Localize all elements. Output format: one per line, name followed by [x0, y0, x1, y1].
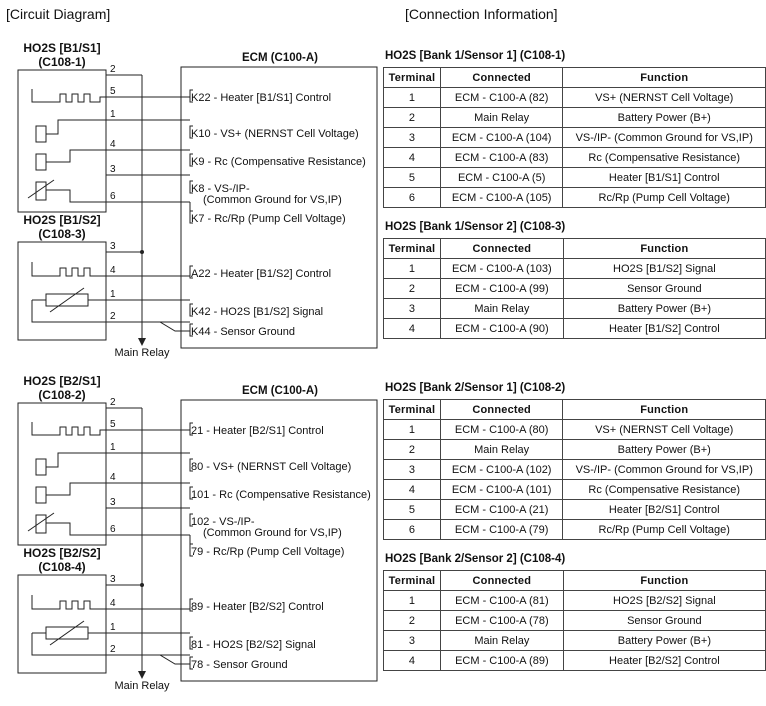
table-cell: 3: [384, 631, 441, 651]
main-relay-label: Main Relay: [114, 347, 170, 359]
circuit-diagram-header: [Circuit Diagram]: [6, 6, 111, 22]
connection-table-b2s1: [383, 399, 766, 540]
pin-number: 4: [110, 598, 116, 609]
table-cell: Heater [B1/S1] Control: [563, 168, 766, 188]
table-cell: Main Relay: [440, 299, 563, 319]
connection-table-b2s2: [383, 570, 766, 671]
ecm-terminal-label: 21 - Heater [B2/S1] Control: [191, 425, 324, 437]
variable-slash-icon: [28, 180, 54, 198]
table-cell: Battery Power (B+): [563, 299, 765, 319]
ecm-terminal-label: K44 - Sensor Ground: [191, 326, 295, 338]
table-header-row: [384, 571, 766, 591]
nernst-cell-icon: [36, 459, 46, 475]
table-cell: ECM - C100-A (5): [440, 168, 563, 188]
table-cell: Heater [B1/S2] Control: [563, 319, 765, 339]
sensor1-connector: (C108-1): [38, 55, 86, 69]
table-cell: VS+ (NERNST Cell Voltage): [563, 420, 766, 440]
main-relay-arrow-icon: [138, 671, 146, 679]
table-cell: ECM - C100-A (102): [440, 460, 563, 480]
pin-number: 5: [110, 86, 116, 97]
junction-dot: [140, 583, 144, 587]
rc-resistor-icon: [36, 487, 46, 503]
table-cell: Main Relay: [440, 631, 563, 651]
sensor2-connector-box: [18, 242, 106, 340]
table-cell: Sensor Ground: [563, 611, 765, 631]
table-cell: ECM - C100-A (90): [440, 319, 563, 339]
table-cell: 4: [384, 651, 441, 671]
nernst-cell-icon: [36, 126, 46, 142]
pin-number: 1: [110, 442, 116, 453]
pin-number: 3: [110, 574, 116, 585]
pin-number: 6: [110, 524, 116, 535]
table-cell: Heater [B2/S1] Control: [563, 500, 766, 520]
column-header: Terminal: [384, 400, 441, 420]
column-header: Function: [563, 239, 765, 259]
ecm-terminal-label: K9 - Rc (Compensative Resistance): [191, 156, 366, 168]
column-header: Terminal: [384, 571, 441, 591]
table-cell: ECM - C100-A (99): [440, 279, 563, 299]
variable-slash-icon: [50, 288, 84, 312]
table-cell: ECM - C100-A (83): [440, 148, 563, 168]
ecm-terminal-label: 80 - VS+ (NERNST Cell Voltage): [191, 461, 352, 473]
table-cell: ECM - C100-A (21): [440, 500, 563, 520]
ecm-terminal-label: 78 - Sensor Ground: [191, 659, 288, 671]
table-row: [384, 440, 766, 460]
ecm-terminal-label: K8 - VS-/IP-: [191, 183, 250, 195]
table-cell: ECM - C100-A (80): [440, 420, 563, 440]
table-cell: ECM - C100-A (103): [440, 259, 563, 279]
table-cell: Battery Power (B+): [563, 108, 766, 128]
column-header: Terminal: [384, 239, 441, 259]
table-row: [384, 611, 766, 631]
pin-number: 2: [110, 64, 116, 75]
connection-information-header: [Connection Information]: [405, 6, 558, 22]
pin-number: 4: [110, 139, 116, 150]
table-row: [384, 88, 766, 108]
table-row: [384, 128, 766, 148]
ecm-terminal-label-cont: (Common Ground for VS,IP): [203, 527, 342, 539]
table-cell: VS+ (NERNST Cell Voltage): [563, 88, 766, 108]
wire-sensor-ground: [106, 322, 190, 331]
table-title-b1s1: HO2S [Bank 1/Sensor 1] (C108-1): [385, 50, 566, 62]
table-cell: Battery Power (B+): [563, 631, 765, 651]
table-cell: 1: [384, 88, 441, 108]
table-row: [384, 299, 766, 319]
table-title-b2s1: HO2S [Bank 2/Sensor 1] (C108-2): [385, 382, 566, 394]
diagram-group-1: [18, 41, 377, 359]
connection-table-b1s1: [383, 67, 766, 208]
wire-cell-link: [46, 150, 106, 162]
table-cell: 4: [384, 148, 441, 168]
table-cell: Heater [B2/S2] Control: [563, 651, 765, 671]
sensor1-connector-box: [18, 403, 106, 545]
table-cell: 1: [384, 420, 441, 440]
table-cell: 6: [384, 520, 441, 540]
table-cell: VS-/IP- (Common Ground for VS,IP): [563, 460, 766, 480]
wire-cell-link: [32, 300, 106, 322]
heater-element-icon: [32, 595, 106, 609]
table-row: [384, 651, 766, 671]
table-cell: 1: [384, 591, 441, 611]
ecm-terminal-label: K10 - VS+ (NERNST Cell Voltage): [191, 128, 359, 140]
table-cell: 2: [384, 108, 441, 128]
table-cell: Rc/Rp (Pump Cell Voltage): [563, 520, 766, 540]
heater-element-icon: [32, 89, 106, 102]
main-relay-arrow-icon: [138, 338, 146, 346]
table-cell: 2: [384, 440, 441, 460]
wire-cell-link: [46, 120, 106, 134]
pin-number: 2: [110, 644, 116, 655]
wire-cell-link: [46, 190, 106, 202]
table-cell: Rc (Compensative Resistance): [563, 480, 766, 500]
column-header: Function: [563, 68, 766, 88]
diagram-group-2: [18, 374, 377, 692]
table-row: [384, 631, 766, 651]
sensor2-connector: (C108-3): [38, 227, 86, 241]
column-header: Connected: [440, 239, 563, 259]
column-header: Connected: [440, 571, 563, 591]
heater-element-icon: [32, 262, 106, 276]
ecm-terminal-label: 101 - Rc (Compensative Resistance): [191, 489, 371, 501]
pin-number: 2: [110, 311, 116, 322]
table-row: [384, 319, 766, 339]
pin-number: 3: [110, 241, 116, 252]
wire-cell-link: [46, 483, 106, 495]
column-header: Connected: [440, 400, 563, 420]
variable-slash-icon: [50, 621, 84, 645]
table-cell: Main Relay: [440, 108, 563, 128]
pin-number: 1: [110, 622, 116, 633]
wire-cell-link: [46, 453, 106, 467]
ecm-title: ECM (C100-A): [241, 385, 319, 397]
table-header-row: [384, 68, 766, 88]
table-cell: ECM - C100-A (82): [440, 88, 563, 108]
pin-number: 1: [110, 109, 116, 120]
table-row: [384, 500, 766, 520]
ecm-terminal-label: 102 - VS-/IP-: [191, 516, 255, 528]
pin-number: 1: [110, 289, 116, 300]
table-cell: ECM - C100-A (104): [440, 128, 563, 148]
table-row: [384, 168, 766, 188]
table-cell: 5: [384, 168, 441, 188]
table-cell: Main Relay: [440, 440, 563, 460]
wire-cell-link: [46, 523, 106, 535]
table-cell: ECM - C100-A (89): [440, 651, 563, 671]
ecm-terminal-label: K42 - HO2S [B1/S2] Signal: [191, 306, 324, 318]
pin-number: 3: [110, 497, 116, 508]
table-cell: VS-/IP- (Common Ground for VS,IP): [563, 128, 766, 148]
sensor1-connector: (C108-2): [38, 388, 86, 402]
table-cell: 2: [384, 611, 441, 631]
sensor2-connector: (C108-4): [38, 560, 86, 574]
heater-element-icon: [32, 422, 106, 435]
sensor2-connector-box: [18, 575, 106, 673]
table-cell: 3: [384, 128, 441, 148]
table-row: [384, 279, 766, 299]
table-cell: HO2S [B1/S2] Signal: [563, 259, 765, 279]
main-relay-label: Main Relay: [114, 680, 170, 692]
column-header: Terminal: [384, 68, 441, 88]
rc-resistor-icon: [36, 154, 46, 170]
table-row: [384, 420, 766, 440]
sensor2-title: HO2S [B2/S2]: [23, 546, 101, 560]
table-cell: 4: [384, 480, 441, 500]
ecm-terminal-label: 79 - Rc/Rp (Pump Cell Voltage): [191, 546, 345, 558]
table-cell: 2: [384, 279, 441, 299]
ecm-terminal-label: K7 - Rc/Rp (Pump Cell Voltage): [191, 213, 346, 225]
table-cell: ECM - C100-A (79): [440, 520, 563, 540]
sensor2-title: HO2S [B1/S2]: [23, 213, 101, 227]
ecm-terminal-label: 89 - Heater [B2/S2] Control: [191, 601, 324, 613]
pin-number: 3: [110, 164, 116, 175]
ecm-terminal-label: 81 - HO2S [B2/S2] Signal: [191, 639, 316, 651]
table-cell: 1: [384, 259, 441, 279]
connection-table-b1s2: [383, 238, 766, 339]
table-row: [384, 148, 766, 168]
table-cell: 3: [384, 460, 441, 480]
table-title-b2s2: HO2S [Bank 2/Sensor 2] (C108-4): [385, 553, 566, 565]
pin-number: 5: [110, 419, 116, 430]
table-row: [384, 520, 766, 540]
ecm-terminal-label: A22 - Heater [B1/S2] Control: [191, 268, 332, 280]
junction-dot: [140, 250, 144, 254]
table-cell: 3: [384, 299, 441, 319]
column-header: Connected: [440, 68, 563, 88]
table-cell: 5: [384, 500, 441, 520]
table-cell: ECM - C100-A (78): [440, 611, 563, 631]
pin-number: 4: [110, 265, 116, 276]
table-cell: 4: [384, 319, 441, 339]
table-row: [384, 188, 766, 208]
table-header-row: [384, 239, 766, 259]
table-cell: Rc/Rp (Pump Cell Voltage): [563, 188, 766, 208]
sensor1-connector-box: [18, 70, 106, 212]
variable-slash-icon: [28, 513, 54, 531]
ecm-terminal-label: K22 - Heater [B1/S1] Control: [191, 92, 332, 104]
table-cell: ECM - C100-A (81): [440, 591, 563, 611]
table-row: [384, 108, 766, 128]
table-cell: HO2S [B2/S2] Signal: [563, 591, 765, 611]
pin-number: 4: [110, 472, 116, 483]
column-header: Function: [563, 571, 765, 591]
table-cell: Battery Power (B+): [563, 440, 766, 460]
table-cell: Sensor Ground: [563, 279, 765, 299]
table-cell: Rc (Compensative Resistance): [563, 148, 766, 168]
wire-sensor-ground: [106, 655, 190, 664]
table-row: [384, 591, 766, 611]
ecm-terminal-label-cont: (Common Ground for VS,IP): [203, 194, 342, 206]
table-row: [384, 480, 766, 500]
wire-cell-link: [32, 633, 106, 655]
table-row: [384, 460, 766, 480]
table-title-b1s2: HO2S [Bank 1/Sensor 2] (C108-3): [385, 221, 566, 233]
table-cell: ECM - C100-A (105): [440, 188, 563, 208]
table-cell: 6: [384, 188, 441, 208]
pin-number: 6: [110, 191, 116, 202]
sensor1-title: HO2S [B1/S1]: [23, 41, 101, 55]
pin-number: 2: [110, 397, 116, 408]
table-row: [384, 259, 766, 279]
table-header-row: [384, 400, 766, 420]
table-cell: ECM - C100-A (101): [440, 480, 563, 500]
ecm-title: ECM (C100-A): [241, 52, 319, 64]
column-header: Function: [563, 400, 766, 420]
sensor1-title: HO2S [B2/S1]: [23, 374, 101, 388]
